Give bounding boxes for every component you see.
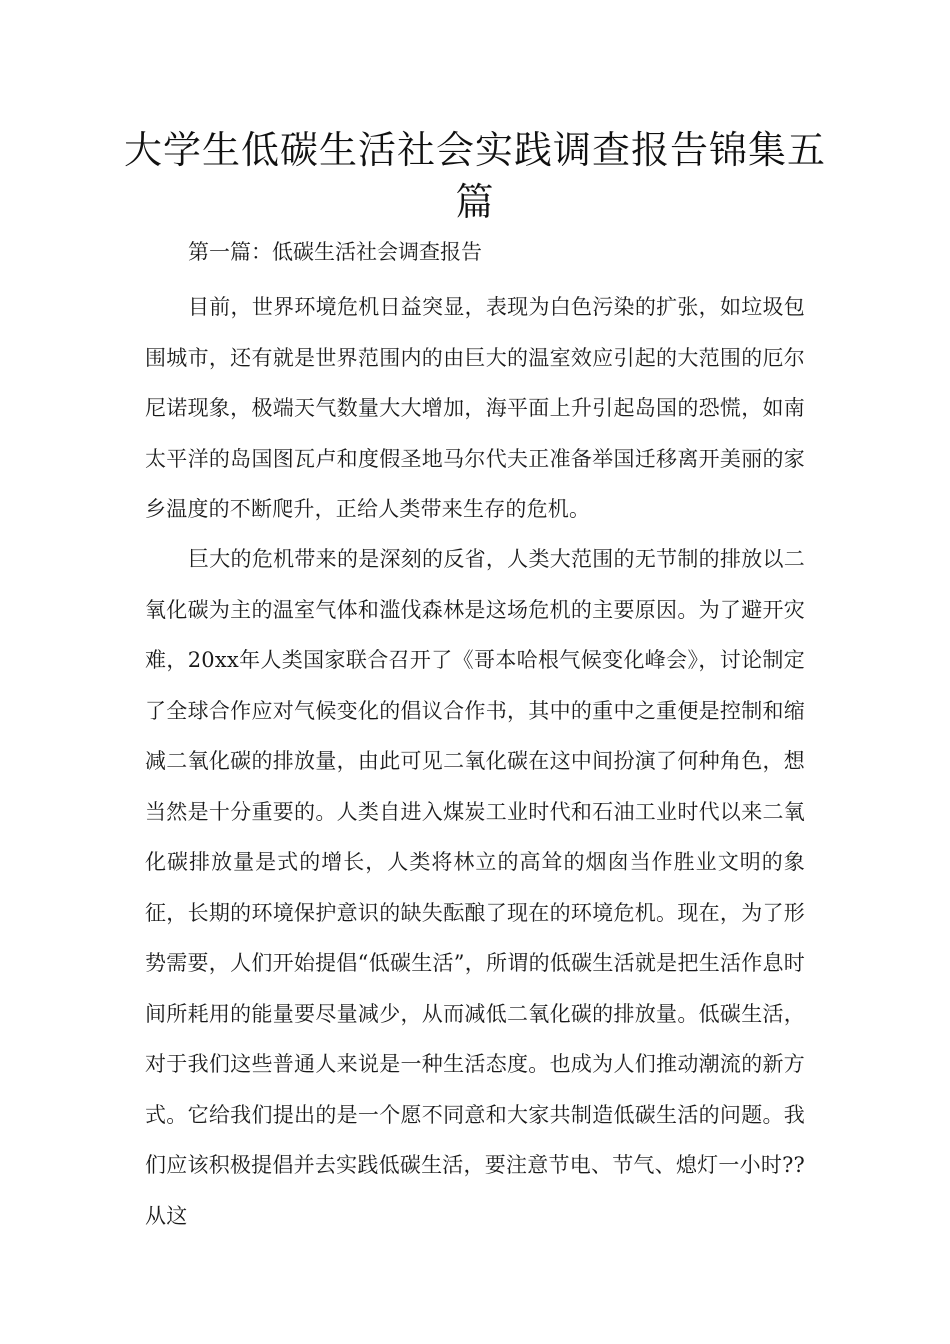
body-paragraph: 目前，世界环境危机日益突显，表现为白色污染的扩张，如垃圾包围城市，还有就是世界范围内的由巨大的温室效应引起的大范围的厄尔尼诺现象，极端天气数量大大增加，海平面上升引起岛国的恐慌，如南太平洋的岛国图瓦卢和度假圣地马尔代夫正准备举国迁移离开美丽的家乡温度的不断爬升，正给人类带来生存的危机。 xyxy=(145,295,805,521)
section-heading: 第一篇：低碳生活社会调查报告 xyxy=(188,240,482,264)
body-paragraph: 巨大的危机带来的是深刻的反省，人类大范围的无节制的排放以二氧化碳为主的温室气体和滥伐森林是这场危机的主要原因。为了避开灾难，20xx年人类国家联合召开了《哥本哈根气候变化峰会》，讨论制定了全球合作应对气候变化的倡议合作书，其中的重中之重便是控制和缩减二氧化碳的排放量，由此可见二氧化碳在这中间扮演了何种角色，想当然是十分重要的。人类自进入煤炭工业时代和石油工业时代以来二氧化碳排放量是式的增长，人类将林立的高耸的烟囱当作胜业文明的象征，长期的环境保护意识的缺失酝酿了现在的环境危机。现在，为了形势需要，人们开始提倡“低碳生活”，所谓的低碳生活就是把生活作息时间所耗用的能量要尽量减少，从而减低二氧化碳的排放量。低碳生活，对于我们这些普通人来说是一种生活态度。也成为人们推动潮流的新方式。它给我们提出的是一个愿不同意和大家共制造低碳生活的问题。我们应该积极提倡并去实践低碳生活，要注意节电、节气、熄灯一小时??从这 xyxy=(145,547,805,1228)
document-title: 大学生低碳生活社会实践调查报告锦集五篇 xyxy=(123,128,826,224)
